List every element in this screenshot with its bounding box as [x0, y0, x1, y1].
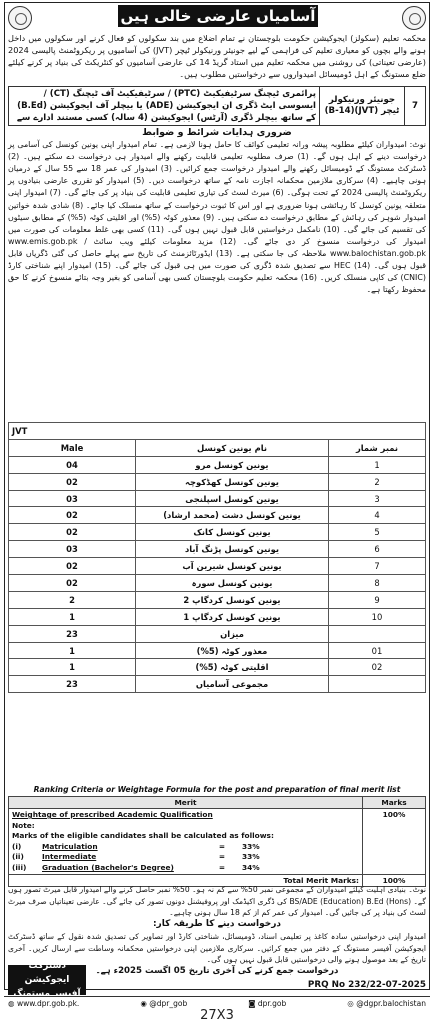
prq-number: PRQ No 232/22-07-2025: [307, 980, 426, 990]
facebook-icon: ◙: [248, 998, 256, 1008]
row-serial: 2: [329, 473, 426, 490]
row-union-council: یونین کونسل شیرین آب: [136, 558, 329, 575]
row-count: 02: [9, 473, 136, 490]
row-serial: 7: [329, 558, 426, 575]
table-row: [9, 473, 426, 490]
row-count: 1: [9, 608, 136, 625]
merit-total-label: Total Merit Marks:: [9, 875, 363, 887]
row-count: 04: [9, 456, 136, 473]
notes-body: نوٹ: امیدواران کیلئے مطلوبہ پیشہ ورانہ تعلیمی کوائف کا حامل ہونا لازمی ہے۔ تمام امیدوار اپنی یونین کونسل کی آسامی پر درخواست دینے کے اہل ہوں گے۔ (1) صرف مطلوبہ تعلیمی قابلیت رکھنے والے امیدوار ہی درخواست دے سکتے ہیں۔ (2) ڈسٹرکٹ مستونگ کے ڈومیسائل رکھنے والے امیدوار درخواست جمع کرائیں۔ (3) امیدوار کی عمر 18 سے 55 سال کے درمیان ہونی چاہیے۔ (4) سرکاری ملازمین محکمانہ اجازت نامہ کے ساتھ درخواست دیں۔ (5) امیدوار کو تقرری عارضی بنیادوں پر ریکروٹمنٹ پالیسی 2024 کے تحت ہوگی۔ (6) میرٹ لسٹ کی تیاری تعلیمی قابلیت کی بنیاد پر کی جائے گی۔ (7) امیدوار اپنی متعلقہ یونین کونسل کا رہائشی ہونا ضروری ہے اور اس کا ثبوت درخواست کے ساتھ منسلک کیا جائے۔ (8) شادی شدہ خواتین امیدوار شوہر کی رہائش کے مطابق درخواست دے سکتی ہیں۔ (9) معذور کوٹہ (5%) اور اقلیتی کوٹہ (5%) کے مطابق سیٹوں کی تقسیم کی جائے گی۔ (10) نامکمل درخواستیں قابل قبول نہیں ہوں گی۔ (11) کسی بھی غلط معلومات کی صورت میں امیدوار کی درخواست منسوخ کر دی جائے گی۔ (12) مزید معلومات کیلئے ویب سائٹ www.emis.gob.pk / www.balochistan.gob.pk ملاحظہ کی جا سکتی ہے۔ (13) ایڈورٹائزمنٹ کی تاریخ سے پہلے حاصل کی گئی ڈگریاں قابل قبول ہوں گی۔ (14) HEC سے تصدیق شدہ ڈگری کی صورت میں ہی قبول کی جائے گی۔ (15) امیدوار اپنے شناختی کارڈ (CNIC) کی کاپی منسلک کریں۔ (16) محکمہ تعلیم حکومت بلوچستان کسی بھی آسامی کو بغیر وجہ بتائے منسوخ کرنے کا حق محفوظ رکھتا ہے۔: [8, 140, 427, 295]
post-number: 7: [405, 87, 426, 126]
row-union-council: یونین کونسل کانک: [136, 524, 329, 541]
signature-line-2: آفیسر مستونگ: [13, 989, 81, 999]
row-union-council: یونین کونسل کھڈکوچہ: [136, 473, 329, 490]
merit-item-key: (ii): [12, 852, 24, 861]
signature-block: [8, 961, 86, 999]
quota-serial: 01: [329, 642, 426, 659]
merit-col-marks: Marks: [363, 797, 426, 809]
social-facebook-text: dpr.gob: [257, 998, 287, 1008]
row-count: 03: [9, 541, 136, 558]
table-row: [9, 591, 426, 608]
subtotal-label: میزان: [136, 625, 329, 642]
social-instagram-text: @dgpr.balochistan: [356, 998, 426, 1008]
signature-line-1: ڈسٹرکٹ ایجوکیشن: [24, 961, 70, 985]
vacancy-table: [8, 422, 426, 693]
merit-calc: Marks of the eligible candidates shall be calculated as follows:: [12, 831, 274, 840]
row-serial: 10: [329, 608, 426, 625]
quota-row: [9, 642, 426, 659]
row-count: 02: [9, 524, 136, 541]
merit-item-value: 34%: [242, 862, 260, 872]
quota-row: [9, 659, 426, 676]
quota-label: اقلیتی کوٹہ (5%): [136, 659, 329, 676]
emblem-right-icon: [402, 6, 426, 30]
social-web[interactable]: [8, 999, 79, 1008]
table-row: [9, 524, 426, 541]
row-serial: 9: [329, 591, 426, 608]
table-row: [9, 558, 426, 575]
merit-table: [8, 796, 426, 887]
apply-heading: درخواست دینے کا طریقہ کار:: [152, 919, 282, 930]
row-count: 02: [9, 507, 136, 524]
merit-weightage: Weightage of prescribed Academic Qualification: [12, 810, 213, 819]
social-twitter-text: @dpr_gob: [149, 998, 188, 1008]
vacancy-rows: [9, 456, 426, 692]
merit-item: [12, 852, 359, 863]
social-instagram[interactable]: [347, 999, 426, 1008]
vacancy-table-title: JVT: [9, 423, 426, 440]
footer-note-line: نوٹ۔ بنیادی اہلیت کیلئے امیدواران کے مجموعی نمبر 50% سے کم نہ ہو۔ 50% نمبر حاصل کرنے والے امیدوار قابل میرٹ تصور ہوں گے۔ BS/ADE (Education) B.Ed (Hons) کی ڈگری اکیڈمک اور پروفیشنل دونوں تصور کی جائے گی۔ عارضی تعیناتیاں صرف میرٹ لسٹ کی بنیاد پر کی جائیں گی۔ امیدوار کی عمر کم از کم 18 سال ہونی چاہیے۔: [8, 885, 426, 918]
header: [6, 4, 428, 32]
table-row: [9, 507, 426, 524]
table-row: [9, 541, 426, 558]
merit-item: [12, 842, 359, 853]
table-row: [9, 575, 426, 592]
merit-item-key: (i): [12, 841, 22, 851]
merit-col-merit: Merit: [9, 797, 363, 809]
row-serial: 4: [329, 507, 426, 524]
size-label: 27X3: [200, 1008, 234, 1023]
terms-notes: [8, 127, 426, 296]
quota-count: 1: [9, 642, 136, 659]
instagram-icon: ◎: [347, 998, 354, 1008]
row-serial: 3: [329, 490, 426, 507]
row-serial: 8: [329, 575, 426, 592]
deadline: درخواست جمع کرنے کی آخری تاریخ 05 اگست 2025ء ہے۔: [95, 965, 339, 976]
row-count: 03: [9, 490, 136, 507]
row-union-council: یونین کونسل مرو: [136, 456, 329, 473]
row-union-council: یونین کونسل کردگاپ 2: [136, 591, 329, 608]
emblem-left-icon: [8, 6, 32, 30]
post-name: جونیئر ورنیکولر ٹیچر (JVT)(B-14): [320, 87, 405, 126]
row-count: 2: [9, 591, 136, 608]
table-row: [9, 456, 426, 473]
merit-item-eq: =: [218, 841, 226, 851]
row-serial: 5: [329, 524, 426, 541]
merit-total-value: 100%: [363, 875, 426, 887]
merit-item-label: Graduation (Bachelor's Degree): [42, 862, 174, 872]
row-count: 02: [9, 575, 136, 592]
social-facebook[interactable]: [248, 999, 286, 1008]
row-serial: 6: [329, 541, 426, 558]
globe-icon: ◍: [8, 998, 15, 1008]
subtotal-empty: [329, 625, 426, 642]
social-web-text: www.dpr.gob.pk.: [16, 998, 80, 1008]
merit-item-value: 33%: [242, 841, 260, 851]
page-title: آسامیاں عارضی خالی ہیں: [118, 5, 318, 27]
merit-items: [12, 842, 359, 874]
subtotal-row: [9, 625, 426, 642]
col-serial: نمبر شمار: [329, 439, 426, 456]
quota-serial: 02: [329, 659, 426, 676]
table-row: [9, 490, 426, 507]
merit-item-eq: =: [218, 862, 226, 872]
merit-item-value: 33%: [242, 852, 260, 861]
post-table: [8, 86, 426, 126]
post-qualification: پرائمری ٹیچنگ سرٹیفیکیٹ (PTC) / سرٹیفیکیٹ آف ٹیچنگ (CT) / ایسوسی ایٹ ڈگری ان ایجوکیشن (ADE) یا بیچلر آف ایجوکیشن (B.Ed) کے ساتھ بیچلر ڈگری (آرٹس) ایجوکیشن (4 سالہ) کسی مستند ادارے سے: [9, 87, 320, 126]
total-row: [9, 676, 426, 693]
merit-item: [12, 863, 359, 874]
twitter-icon: ◉: [140, 998, 147, 1008]
merit-caption: Ranking Criteria or Weightage Formula for the post and preparation of final merit list: [33, 785, 401, 794]
merit-note: Note:: [12, 820, 35, 830]
table-row: [9, 608, 426, 625]
merit-weightage-marks: 100%: [363, 809, 426, 875]
row-union-council: یونین کونسل اسپلنجی: [136, 490, 329, 507]
row-union-council: یونین کونسل سورہ: [136, 575, 329, 592]
row-serial: 1: [329, 456, 426, 473]
col-gender: Male: [9, 439, 136, 456]
intro-paragraph: محکمہ تعلیم (سکولز) ایجوکیشن حکومت بلوچستان نے تمام اضلاع میں بند سکولوں کو فعال کرنے اور سکولوں میں داخل ہونے والے بچوں کو معیاری تعلیم کی فراہمی کے لیے جونیئر ورنیکولر ٹیچر (JVT) کی آسامیوں پر ریکروٹمنٹ پالیسی 2024 (عارضی تعیناتی) کی روشنی میں محکمہ تعلیم میں استاد گریڈ 14 کی عارضی آسامیوں کو کنٹریکٹ کی بنیاد پر کرنے کیلئے ضلع مستونگ کے اہل ڈومیسائل امیدواروں سے درخواستیں مطلوب ہیں۔: [8, 33, 426, 79]
merit-criteria: [9, 809, 363, 875]
row-count: 02: [9, 558, 136, 575]
row-union-council: یونین کونسل پڑنگ آباد: [136, 541, 329, 558]
social-twitter[interactable]: [140, 999, 187, 1008]
notes-heading: ضروری ہدایات شرائط و ضوابط: [142, 127, 292, 138]
row-union-council: یونین کونسل دشت (محمد ارشاد): [136, 507, 329, 524]
apply-body: امیدوار اپنی درخواستیں سادہ کاغذ پر تعلیمی اسناد، ڈومیسائل، شناختی کارڈ اور تصاویر کی تصدیق شدہ نقول کے ساتھ ڈسٹرکٹ ایجوکیشن آفیسر مستونگ کے دفتر میں جمع کرائیں۔ سرکاری ملازمین اپنی درخواستیں محکمانہ وساطت سے ارسال کریں۔ آخری تاریخ کے بعد موصول ہونے والی درخواستیں قابل قبول نہیں ہوں گی۔: [8, 931, 426, 965]
subtotal-count: 23: [9, 625, 136, 642]
total-empty: [329, 676, 426, 693]
merit-item-eq: =: [218, 852, 226, 861]
merit-item-label: Matriculation: [42, 841, 98, 851]
merit-item-key: (iii): [12, 862, 27, 872]
row-union-council: یونین کونسل کردگاپ 1: [136, 608, 329, 625]
quota-label: معذور کوٹہ (5%): [136, 642, 329, 659]
total-label: مجموعی آسامیاں: [136, 676, 329, 693]
col-union-council: نام یونین کونسل: [136, 439, 329, 456]
quota-count: 1: [9, 659, 136, 676]
merit-item-label: Intermediate: [42, 852, 97, 861]
total-count: 23: [9, 676, 136, 693]
